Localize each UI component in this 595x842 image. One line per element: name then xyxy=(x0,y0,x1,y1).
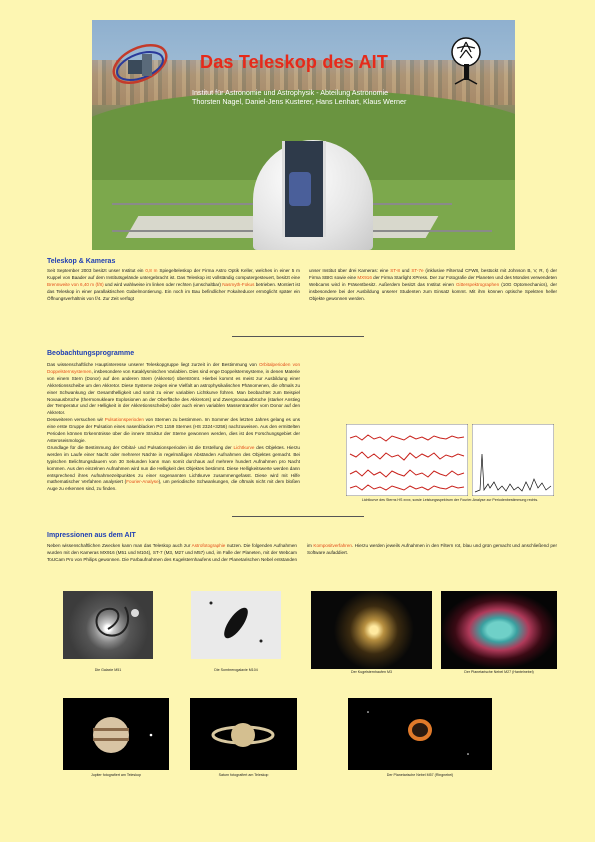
page-title: Das Teleskop des AIT xyxy=(200,52,389,72)
section2-column1: Das wissenschaftliche Hauptinteresse unserer Teleskopgruppe liegt zurzeit in der Bestimmung von Orbitalperioden von Doppelsternsystemen, insbesondere von Kataklysmischen Variablen. Dies sind enge Doppelsternsysteme, in denen Materie von einem Stern (Donor) auf den anderen Stern (Akkretor) überströmt. Hierbei kommt es meist zur Ausbildung einer Akkretionsscheibe um den Akkretor. Diese Systeme zeigen eine Vielfalt an astrophysikalischen Phänomenen, die oftmals zu einer Schwankung der Gesamthelligkeit und somit zu einer variablen Lichtkurve führen. Man beobachtet zum Beispiel Novaausbrüche (thermonukleare Explosionen an der Oberfläche des Akkretors) und Zwergnovaausbrüche (starker Anstieg der Temperatur und der Helligkeit in der Akkretionsscheibe) oder auch einen variablen Massentransfer vom Donor auf den Akkretor. Desweiteren versuchen wir Pulsationsperioden von Sternen zu bestimmen. Im Sommer des letzten Jahres gelang es uns eine erste Gruppe der Pulsation eines nasenblacken PG 1159 Sternes (HS 2324+3256) nachzuweisen. Aus den ermittelten Perioden können Erkenntnisse über die innere Struktur der Sterne gewonnen werden, dies ist des Forschungsgebiet der Asteroseismologie. Grundlage für die Bestimmung der Orbital- und Pulsationsperioden ist die Erstellung der Lichtkurve des Objektes. Hierzu werden im Laufe einer Nacht oder mehrerer Nächte in regelmäßigen Abständen Aufnahmen des Objektes gemacht. Bei typischen Belichtungsdauern von 30 Sekunden kann man somit durchaus auf mehrere hundert Aufnahmen pro Nacht kommen. Aus den einzelnen Aufnahmen wird nun die Helligkeit des Objektes bestimmt. Diese Helligkeitswerte werden dann entsprechend ihres Aufnahmezeitpunktes zu einer sogenannten Lichtkurve zusammengefasst. Diese wird mit Hilfe mathematischer Verfahren analysiert (Fourier-Analyse), um periodische Schwankungen, die oftmals nicht mit dem bloßen Auge zu erkennen sind, zu finden. xyxy=(47,362,300,492)
power-spectrum-plot xyxy=(472,424,554,496)
tree-logo-right xyxy=(445,36,487,88)
photo-saturn xyxy=(190,698,297,770)
photo-m51 xyxy=(63,591,153,659)
section1-column1: Seit September 2003 besitzt unser Institut ein 0,8 m Spiegelteleskop der Firma Astro Optik Keller, welches in einer 5 m Kuppel von Baader auf dem Institutsgelände untergebracht ist. Das Teleskop ist vollständig computergesteuert, besitzt eine Brennweite von 6,40 m (f/8) und wird wahlweise im linken oder rechten (umschaltbar) Nasmyth-Fokus betrieben. Montiert ist das Teleskop in einer parallaktischen Gabelmontierung. Ein noch im Bau befindlicher Fokalreducer ermöglicht später ein Öffnungsverhältnis von f/4. Zur Zeit verfügt xyxy=(47,268,300,301)
institute-subtitle: Institut für Astronomie und Astrophysik - Abteilung Astronomie xyxy=(192,88,389,97)
photo-m3 xyxy=(311,591,432,669)
authors-subtitle: Thorsten Nagel, Daniel-Jens Kusterer, Hans Lenhart, Klaus Werner xyxy=(192,97,407,106)
caption-m51: Die Galaxie M51 xyxy=(94,668,122,672)
caption-m27: Der Planetarische Nebel M27 (Hantelnebel) xyxy=(464,670,534,674)
photo-m57 xyxy=(348,698,492,770)
caption-m104: Die Sombrerogalaxie M104 xyxy=(214,668,258,672)
telescope xyxy=(289,172,311,206)
caption-jupiter: Jupiter fotografiert am Teleskop xyxy=(90,773,142,777)
section1-column2: unser Institut über drei Kameras: eine ST-8 und ST-7e (inklusive Filterrad CFW8, bestückt mit Johnson B, V, R, I) der Firma SBIG sowie eine MX916 der Firma Starlight XPress. Der zur Fotografie der Planeten und des Mondes verwendeten Webcams wird in Präsentbesitz. Außerdem besitzt das Institut einen Gitterspektrographen (10G Optomechanics), der insbesondere bei der Ausbildung unserer Studenten zum Einsatz kommt. Mit ihm können optische Spektren heller Objekte gewonnen werden. xyxy=(309,268,558,301)
caption-m3: Der Kugelsternhaufen M3 xyxy=(351,670,392,674)
photo-jupiter xyxy=(63,698,169,770)
caption-saturn: Saturn fotografiert am Teleskop xyxy=(218,773,269,777)
institute-logo-left xyxy=(108,40,170,90)
section-heading-impressions: Impressionen aus dem AIT xyxy=(47,532,136,539)
divider-1 xyxy=(232,336,364,337)
section-heading-programs: Beobachtungsprogramme xyxy=(47,350,135,357)
section-heading-telescope: Teleskop & Kameras xyxy=(47,258,116,265)
photo-m27 xyxy=(441,591,557,669)
section3-text: Neben wissenschaftlichen Zwecken kann man das Teleskop auch zur Astrofotographie nutzen. Die folgenden Aufnahmen wurden mit den Kameras MX916 (M51 und M104), ST-7 (M3, M27 und M57) und, im Falle der Planeten, mit der Webcam ToUCam Pro von Philips gewonnen. Die Farbaufnahmen des Kugelsternhaufens und der Planetarischen Nebel entstanden im Kompositverfahren. Hierzu werden jeweils Aufnahmen in den Filtern rot, blau und grün gemacht und anschließend per Software aufaddiert. xyxy=(47,543,557,562)
divider-2 xyxy=(232,516,364,517)
lightcurve-plot xyxy=(346,424,468,496)
photo-m104 xyxy=(191,591,281,659)
lightcurve-caption: Lichtkurve des Sterns HS xxxx, sowie Leistungsspektrum der Fourier-Analyse zur Periodenbestimmung rechts. xyxy=(361,498,539,502)
caption-m57: Der Planetarische Nebel M57 (Ringnebel) xyxy=(386,773,454,777)
